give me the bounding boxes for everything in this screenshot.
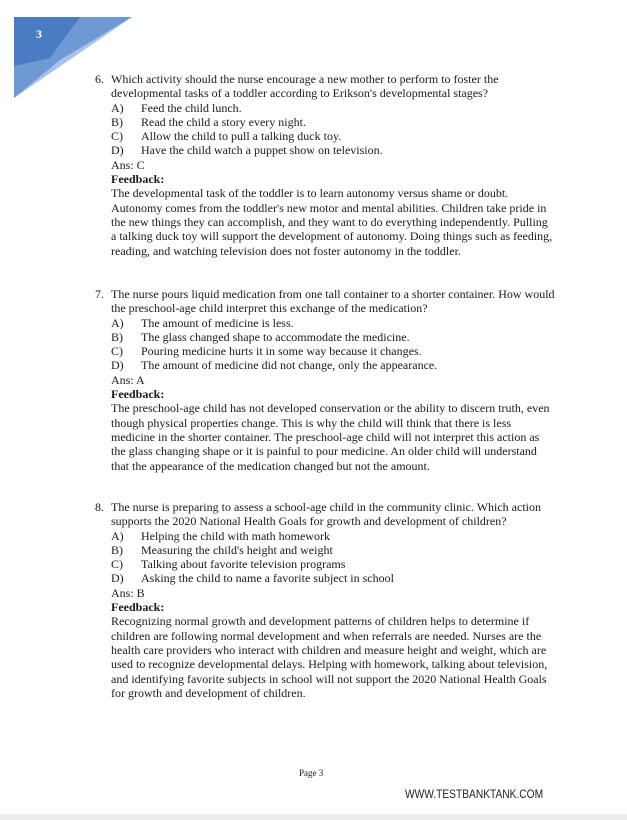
option-c	[111, 557, 555, 571]
footer-website: WWW.TESTBANKTANK.COM	[405, 787, 544, 801]
bottom-divider	[0, 814, 627, 820]
answer: Ans: B	[111, 585, 145, 600]
feedback-text: Recognizing normal growth and development patterns of children helps to determine if children are following normal development and when referrals are needed. Nurses are the health care providers who interact with children and measure height and weight, which are used to recognize developmental delays. Helping with homework, talking about television, and identifying favorite subjects in school will not support the 2020 National Health Goals for growth and development of children.	[111, 614, 548, 700]
feedback-label: Feedback:	[111, 600, 165, 615]
option-text: Feed the child lunch.	[141, 100, 242, 115]
option-text: Helping the child with math homework	[141, 528, 330, 543]
option-text: Talking about favorite television programs	[141, 557, 346, 572]
feedback-label: Feedback:	[111, 387, 165, 402]
option-letter: A)	[111, 315, 124, 330]
option-c	[111, 344, 555, 358]
option-text: The glass changed shape to accommodate the medicine.	[141, 329, 410, 344]
feedback-text: The developmental task of the toddler is to learn autonomy versus shame or doubt. Autonomy comes from the toddler's new motor and mental abilities. Children take pride in the new things they can accomplish, and they want to do everything independently. Pulling a talking duck toy will support the development of autonomy. Doing things such as feeding, reading, and watching television does not foster autonomy in the toddler.	[111, 186, 553, 258]
option-d	[111, 358, 555, 372]
option-d	[111, 143, 555, 157]
option-letter: C)	[111, 557, 123, 572]
question-number: 6.	[95, 72, 104, 86]
option-text: Pouring medicine hurts it in some way because it changes.	[141, 344, 422, 359]
option-letter: D)	[111, 571, 124, 586]
question-8	[95, 500, 555, 700]
option-letter: A)	[111, 100, 124, 115]
answer: Ans: C	[111, 157, 145, 172]
option-d	[111, 571, 555, 585]
option-a	[111, 316, 555, 330]
question-stem: The nurse pours liquid medication from one tall container to a shorter container. How would the preschool-age child interpret this exchange of the medication?	[111, 287, 555, 316]
option-letter: C)	[111, 129, 123, 144]
option-letter: D)	[111, 358, 124, 373]
question-6	[95, 72, 555, 258]
answer: Ans: A	[111, 372, 145, 387]
option-a	[111, 529, 555, 543]
option-letter: B)	[111, 542, 123, 557]
option-b	[111, 330, 555, 344]
question-number: 7.	[95, 287, 104, 301]
option-text: The amount of medicine did not change, only the appearance.	[141, 358, 438, 373]
footer-page-label: Page 3	[299, 768, 324, 778]
option-c	[111, 129, 555, 143]
option-text: Allow the child to pull a talking duck toy.	[141, 129, 342, 144]
option-text: Have the child watch a puppet show on television.	[141, 143, 383, 158]
feedback-text: The preschool-age child has not developed conservation or the ability to discern truth, even though physical properties change. This is why the child will think that there is less medicine in the shorter container. The preschool-age child will not interpret this action as the glass changing shape or it is painful to pour medicine. An older child will understand that the appearance of the medication changed but not the amount.	[111, 401, 550, 473]
option-text: The amount of medicine is less.	[141, 315, 294, 330]
question-stem: Which activity should the nurse encourage a new mother to perform to foster the developmental tasks of a toddler according to Erikson's developmental stages?	[111, 72, 499, 101]
question-7	[95, 287, 555, 473]
question-stem: The nurse is preparing to assess a school-age child in the community clinic. Which action supports the 2020 National Health Goals for growth and development of children?	[111, 500, 541, 529]
option-text: Asking the child to name a favorite subject in school	[141, 571, 394, 586]
question-number: 8.	[95, 500, 104, 514]
option-letter: B)	[111, 329, 123, 344]
page-number-badge: 3	[36, 27, 42, 41]
option-b	[111, 115, 555, 129]
option-text: Read the child a story every night.	[141, 114, 306, 129]
feedback-label: Feedback:	[111, 172, 165, 187]
option-a	[111, 101, 555, 115]
option-letter: D)	[111, 143, 124, 158]
option-letter: A)	[111, 528, 124, 543]
option-letter: C)	[111, 344, 123, 359]
option-b	[111, 543, 555, 557]
option-letter: B)	[111, 114, 123, 129]
option-text: Measuring the child's height and weight	[141, 542, 333, 557]
